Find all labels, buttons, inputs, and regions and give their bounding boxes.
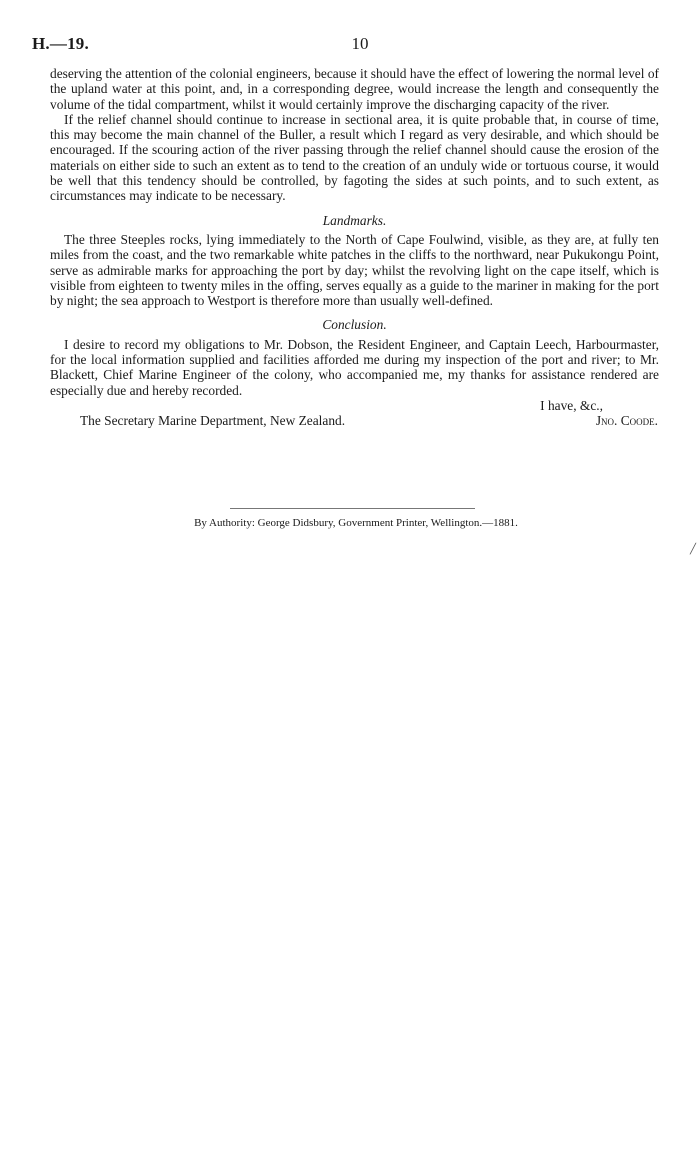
margin-mark-icon: ╱ [690,544,697,555]
closing-line [50,413,659,428]
section-heading-conclusion: Conclusion. [322,317,387,333]
page-number: 10 [351,34,369,53]
running-head [32,34,668,56]
body-text [50,66,659,429]
paragraph-landmarks: The three Steeples rocks, lying immediately to the North of Cape Foulwind, visible, as they are, at fully ten miles from the coast, and the two remarkable white patches in the cliffs to the northward, near Pukukongu Point, serve as admirable marks for approaching the port by day; whilst the revolving light on the cape itself, which is visible from eighteen to twenty miles in the offing, serves equally as a guide to the mariner in making for the port by night; the sea approach to Westport is therefore more than usually well-defined. [50,231,659,309]
printer-imprint: By Authority: George Didsbury, Government Printer, Wellington.—1881. [194,517,518,529]
document-code: H.—19. [32,34,89,53]
paragraph-conclusion: I desire to record my obligations to Mr. Dobson, the Resident Engineer, and Captain Leech, Harbourmaster, for the local information supplied and facilities afforded me during my inspection of the port and river; to Mr. Blackett, Chief Marine Engineer of the colony, who accompanied me, my thanks for assistance rendered are especially due and hereby recorded. [50,336,659,398]
signature: Jno. Coode. [595,413,658,429]
signoff: I have, &c., [540,397,603,413]
section-heading-landmarks: Landmarks. [322,212,387,228]
paragraph-relief-channel: If the relief channel should continue to increase in sectional area, it is quite probable that, in course of time, this may become the main channel of the Buller, a result which I regard as very desirable, and which should be encouraged. If the scouring action of the river passing through the relief channel should cause the erosion of the materials on either side to such an extent as to tend to the creation of an unduly wide or tortuous course, it would be well that this tendency should be controlled, by fagoting the sides at such points, and to such extent, as circumstances may indicate to be necessary. [50,111,659,204]
footer-rule [230,508,475,509]
paragraph-continuation: deserving the attention of the colonial engineers, because it should have the effect of lowering the normal level of the upland water at this point, and, in a corresponding degree, would increase the length and consequently the volume of the tidal compartment, whilst it would certainly improve the discharging capacity of the river. [50,66,659,112]
addressee: The Secretary Marine Department, New Zealand. [80,413,346,429]
